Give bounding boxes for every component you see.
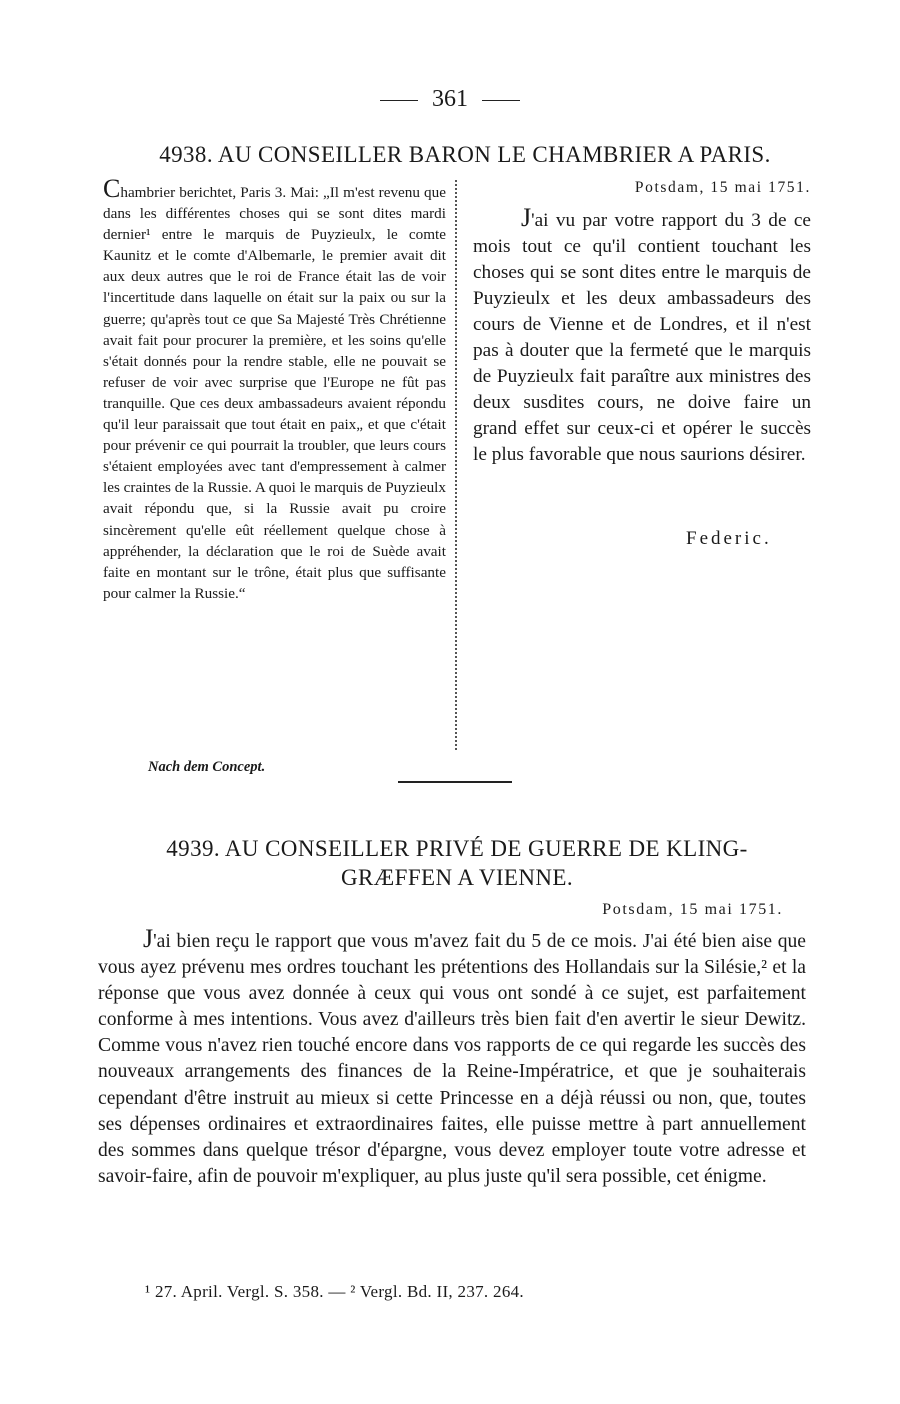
header-dash-left	[380, 100, 418, 101]
letter-4938-body	[473, 205, 811, 468]
summary-text: hambrier berichtet, Paris 3. Mai: „Il m'est revenu que dans les différentes choses qui se sont dites mardi dernier¹ entre le marquis de Puyzieulx, le comte Kaunitz et le comte d'Albemarle, le premier avait dit aux deux autres que le roi de France était las de voir l'incertitude dans laquelle on était sur la paix ou sur la guerre; qu'après tout ce que Sa Majesté Très Chrétienne avait fait pour procurer la première, et les soins qu'elle s'était donnés pour la rendre stable, elle ne pouvait se refuser de voir avec surprise que l'Europe ne fût pas tranquille. Que ces deux ambassadeurs avaient répondu qu'il leur paraissait que tout était en paix„ et que c'était pour prévenir ce qui pourrait la troubler, que leurs cours s'étaient employées avec tant d'empressement à calmer les craintes de la Russie. A quoi le marquis de Puyzieulx avait répondu que, si la Russie avait pu croire sincèrement qu'elle eût réellement quelque chose à appréhender, la déclaration que le roi de Suède avait faite en montant sur le trône, était plus que suffisante pour calmer la Russie.“	[103, 184, 446, 602]
letter-4938-date: Potsdam, 15 mai 1751.	[634, 179, 811, 196]
letter-4938-text: 'ai vu par votre rapport du 3 de ce mois tout ce qu'il contient touchant les choses qui se sont dites entre le marquis de Puyzieulx et les deux ambassadeurs des cours de Vienne et de Londres, et il n'est pas à douter que la fermeté que le marquis de Puyzieulx fait paraître aux ministres des deux susdites cours, ne doive faire un grand effet sur ceux-ci et opérer le succès le plus favorable que nous saurions désirer.	[473, 210, 811, 465]
letter-4939-text: 'ai bien reçu le rapport que vous m'avez fait du 5 de ce mois. J'ai été bien aise que vous ayez prévenu mes ordres touchant les prétentions des Hollandais sur la Silésie,² et la réponse que vous avez donnée à ceux qui vous ont sondé à ce sujet, est parfaitement conforme à mes intentions. Vous avez d'ailleurs très bien fait d'en avertir le sieur Dewitz. Comme vous n'avez rien touché encore dans vos rapports de ce qui regarde les succès des nouveaux arrangements des finances de la Reine-Impératrice, et que je souhaiterais cependant d'être instruit au mieux si cette Princesse en a déjà réussi ou non, que, toutes ses dépenses ordinaires et extraordinaires faites, elle puisse mettre à part annuellement des sommes dans quelque trésor d'épargne, vous devez employer toute votre adresse et savoir-faire, afin de pouvoir m'expliquer, au plus juste qu'il sera possible, cet énigme.	[98, 931, 806, 1187]
letter-4938-dropcap: J	[521, 203, 532, 232]
signature: Federic.	[686, 528, 772, 549]
section-separator	[398, 781, 512, 783]
letter-4939-title-line2: GRÆFFEN A VIENNE.	[341, 865, 573, 890]
letter-4939-date: Potsdam, 15 mai 1751.	[602, 901, 783, 918]
letter-4939-title	[112, 834, 802, 892]
summary-column	[103, 176, 446, 604]
page-number: 361	[432, 86, 468, 112]
letter-4938-title: 4938. AU CONSEILLER BARON LE CHAMBRIER A PARIS.	[159, 142, 771, 167]
letter-4939-title-line1: 4939. AU CONSEILLER PRIVÉ DE GUERRE DE KLING-	[166, 836, 748, 861]
letter-4939-dropcap: J	[143, 924, 154, 953]
page-header	[0, 86, 900, 113]
letter-4938-column	[473, 175, 811, 468]
source-note: Nach dem Concept.	[148, 759, 266, 775]
column-divider	[455, 180, 457, 750]
header-dash-right	[482, 100, 520, 101]
footnotes: ¹ 27. April. Vergl. S. 358. — ² Vergl. Bd. II, 237. 264.	[145, 1282, 524, 1301]
summary-paragraph	[103, 176, 446, 604]
summary-dropcap: C	[103, 174, 121, 203]
letter-4939-body	[98, 926, 806, 1190]
